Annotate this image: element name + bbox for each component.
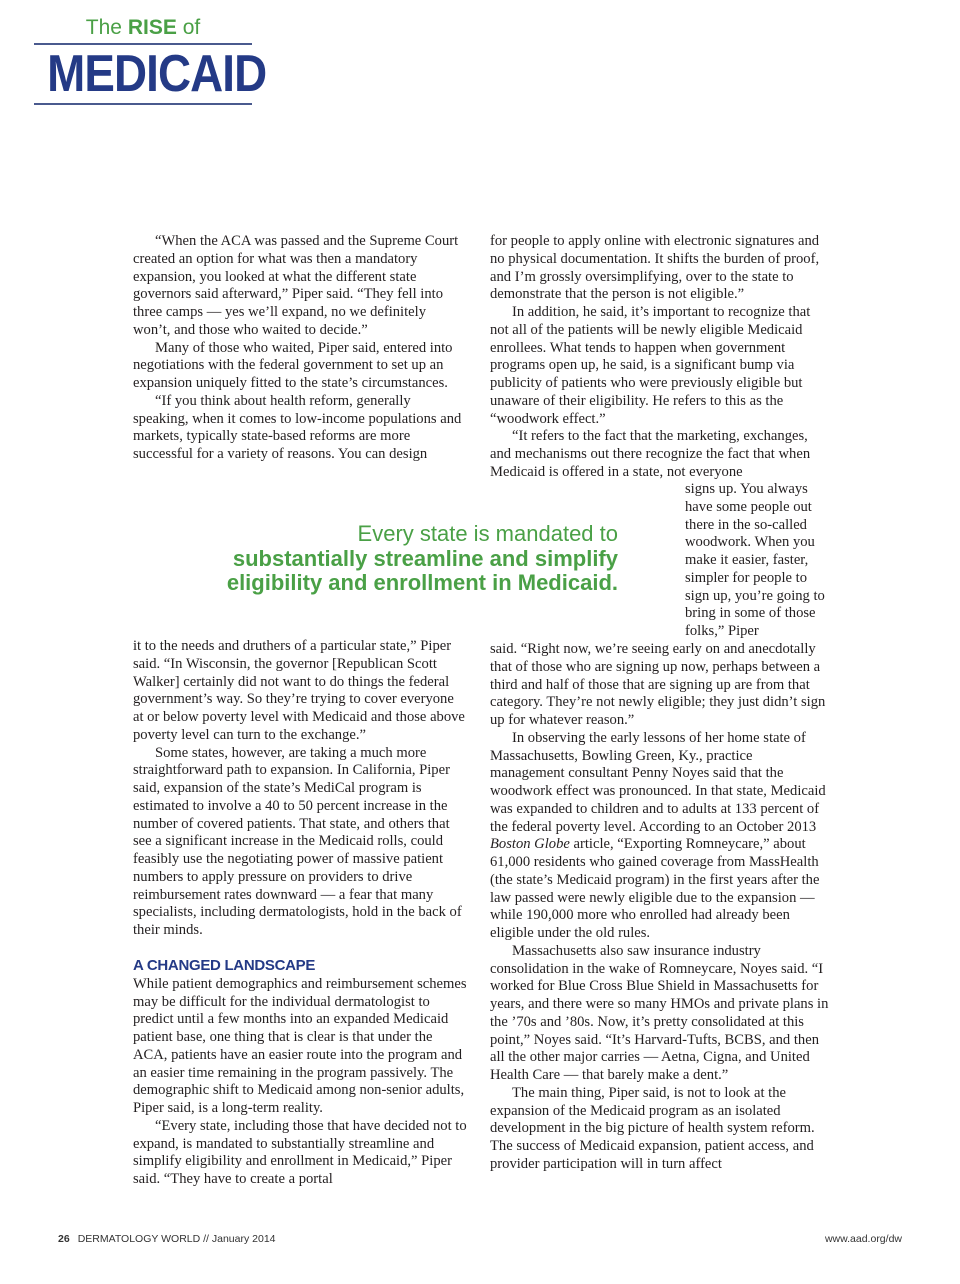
kicker-rise: RISE	[127, 16, 177, 39]
page-title: MEDICAID	[47, 45, 267, 103]
masthead-rule-bottom	[34, 103, 252, 105]
paragraph: said. “Right now, we’re seeing early on and anecdotally that of those who are signing up now, perhaps between a third and half of those that are signing up are from that category. They’re not newly eligible; they just didn’t sign up for whatever reason.”	[490, 641, 826, 728]
paragraph	[490, 730, 830, 943]
footer-url[interactable]: www.aad.org/dw	[824, 1233, 902, 1245]
paragraph: While patient demographics and reimbursement schemes may be difficult for the individual dermatologist to predict until a few months into an expanded Medicaid patient base, one thing that is clear is that under the ACA, patients have an easier route into the program and an easier time remaining in the program passively. The demographic shift to Medicaid among non-senior adults, Piper said, is a long-term reality.	[133, 975, 467, 1116]
footer-left	[58, 1233, 276, 1245]
pull-quote-line-2: substantially streamline and simplify	[232, 545, 618, 571]
left-column-top	[133, 233, 463, 464]
paragraph: In addition, he said, it’s important to recognize that not all of the patients will be newly eligible Medicaid enrollees. What tends to happen when government programs open up, he said, is a significant bump via publicity of patients who were previously eligible but unaware of their eligibility. He refers to this as the “woodwork effect.”	[490, 304, 811, 427]
right-column-top	[490, 233, 830, 482]
paragraph-text: article, “Exporting Romneycare,” about 61,000 residents who gained coverage from MassHealth (the state’s Medicaid program) in the first years after the law passed were newly eligible due to the expansion — while 190,000 more who enrolled had already been eligible under the old rules.	[490, 836, 820, 941]
paragraph: it to the needs and druthers of a particular state,” Piper said. “In Wisconsin, the governor [Republican Scott Walker] certainly did not want to do things the federal government’s way. So they’re trying to cover everyone at or below poverty level with Medicaid and those above poverty level can turn to the exchange.”	[133, 638, 465, 743]
kicker-the: The	[85, 16, 122, 39]
paragraph: The main thing, Piper said, is not to look at the expansion of the Medicaid program as an isolated development in the big picture of health system reform. The success of Medicaid expansion, patient access, and provider participation will in turn affect	[490, 1084, 815, 1172]
section-subhead: A CHANGED LANDSCAPE	[133, 956, 316, 974]
paragraph: “When the ACA was passed and the Supreme Court created an option for what was then a mandatory expansion, you looked at what the different state governors said afterward,” Piper said. “They fell into three camps — yes we’ll expand, no we definitely won’t, and those who waited to decide.”	[133, 233, 459, 338]
pull-quote-line-1: Every state is mandated to	[357, 521, 618, 546]
right-column-bottom	[490, 641, 830, 1174]
left-column-bottom	[133, 638, 467, 1189]
right-column-narrow	[685, 481, 830, 641]
pull-quote	[150, 522, 618, 596]
paragraph: “It refers to the fact that the marketing, exchanges, and mechanisms out there recognize the fact that when Medicaid is offered in a state, not everyone	[490, 428, 811, 480]
page-number: 26	[58, 1233, 70, 1245]
paragraph: Many of those who waited, Piper said, entered into negotiations with the federal government to set up an expansion uniquely fitted to the state’s circumstances.	[133, 339, 453, 391]
kicker-of: of	[182, 16, 201, 39]
paragraph: “Every state, including those that have decided not to expand, is mandated to substantially streamline and simplify eligibility and enrollment in Medicaid,” Piper said. “They have to create a portal	[133, 1117, 467, 1187]
paragraph: signs up. You always have some people out there in the so-called woodwork. When you make it easier, faster, simpler for people to sign up, you’re going to bring in some of those folks,” Piper	[685, 481, 825, 639]
paragraph: “If you think about health reform, generally speaking, when it comes to low-income populations and markets, typically state-based reforms are more successful for a variety of reasons. You can design	[133, 392, 462, 462]
publication-title: Boston Globe	[490, 836, 570, 853]
paragraph: Massachusetts also saw insurance industry consolidation in the wake of Romneycare, Noyes said. “I worked for Blue Cross Blue Shield in Massachusetts for years, and there were so many HMOs and private plans in the ’70s and ’80s. Now, it’s pretty consolidated at this point,” Noyes said. “It’s Harvard-Tufts, BCBS, and then all the other major carries — Aetna, Cigna, and United Health Care — that barely make a dent.”	[490, 942, 829, 1083]
publication-info: DERMATOLOGY WORLD // January 2014	[77, 1233, 276, 1245]
masthead	[34, 14, 267, 105]
paragraph-text: In observing the early lessons of her home state of Massachusetts, Bowling Green, Ky., practice management consultant Penny Noyes said that the woodwork effect was pronounced. In that state, Medicaid was expanded to children and to adults at 133 percent of the federal poverty level. According to an October 2013	[490, 729, 826, 835]
pull-quote-line-3: eligibility and enrollment in Medicaid.	[226, 570, 618, 595]
paragraph: Some states, however, are taking a much more straightforward path to expansion. In California, Piper said, expansion of the state’s MediCal program is estimated to involve a 40 to 50 percent increase in the number of covered patients. That state, and others that see a significant increase in the Medicaid rolls, could feasibly use the negotiating power of massive patient numbers to apply pressure on providers to drive reimbursement rates downward — a fear that many specialists, including dermatologists, hold in the back of their minds.	[133, 744, 462, 938]
paragraph: for people to apply online with electronic signatures and no physical documentation. It shifts the burden of proof, and I’m grossly oversimplifying, over to the state to demonstrate that the person is not eligible.”	[490, 233, 820, 303]
kicker	[34, 14, 252, 42]
